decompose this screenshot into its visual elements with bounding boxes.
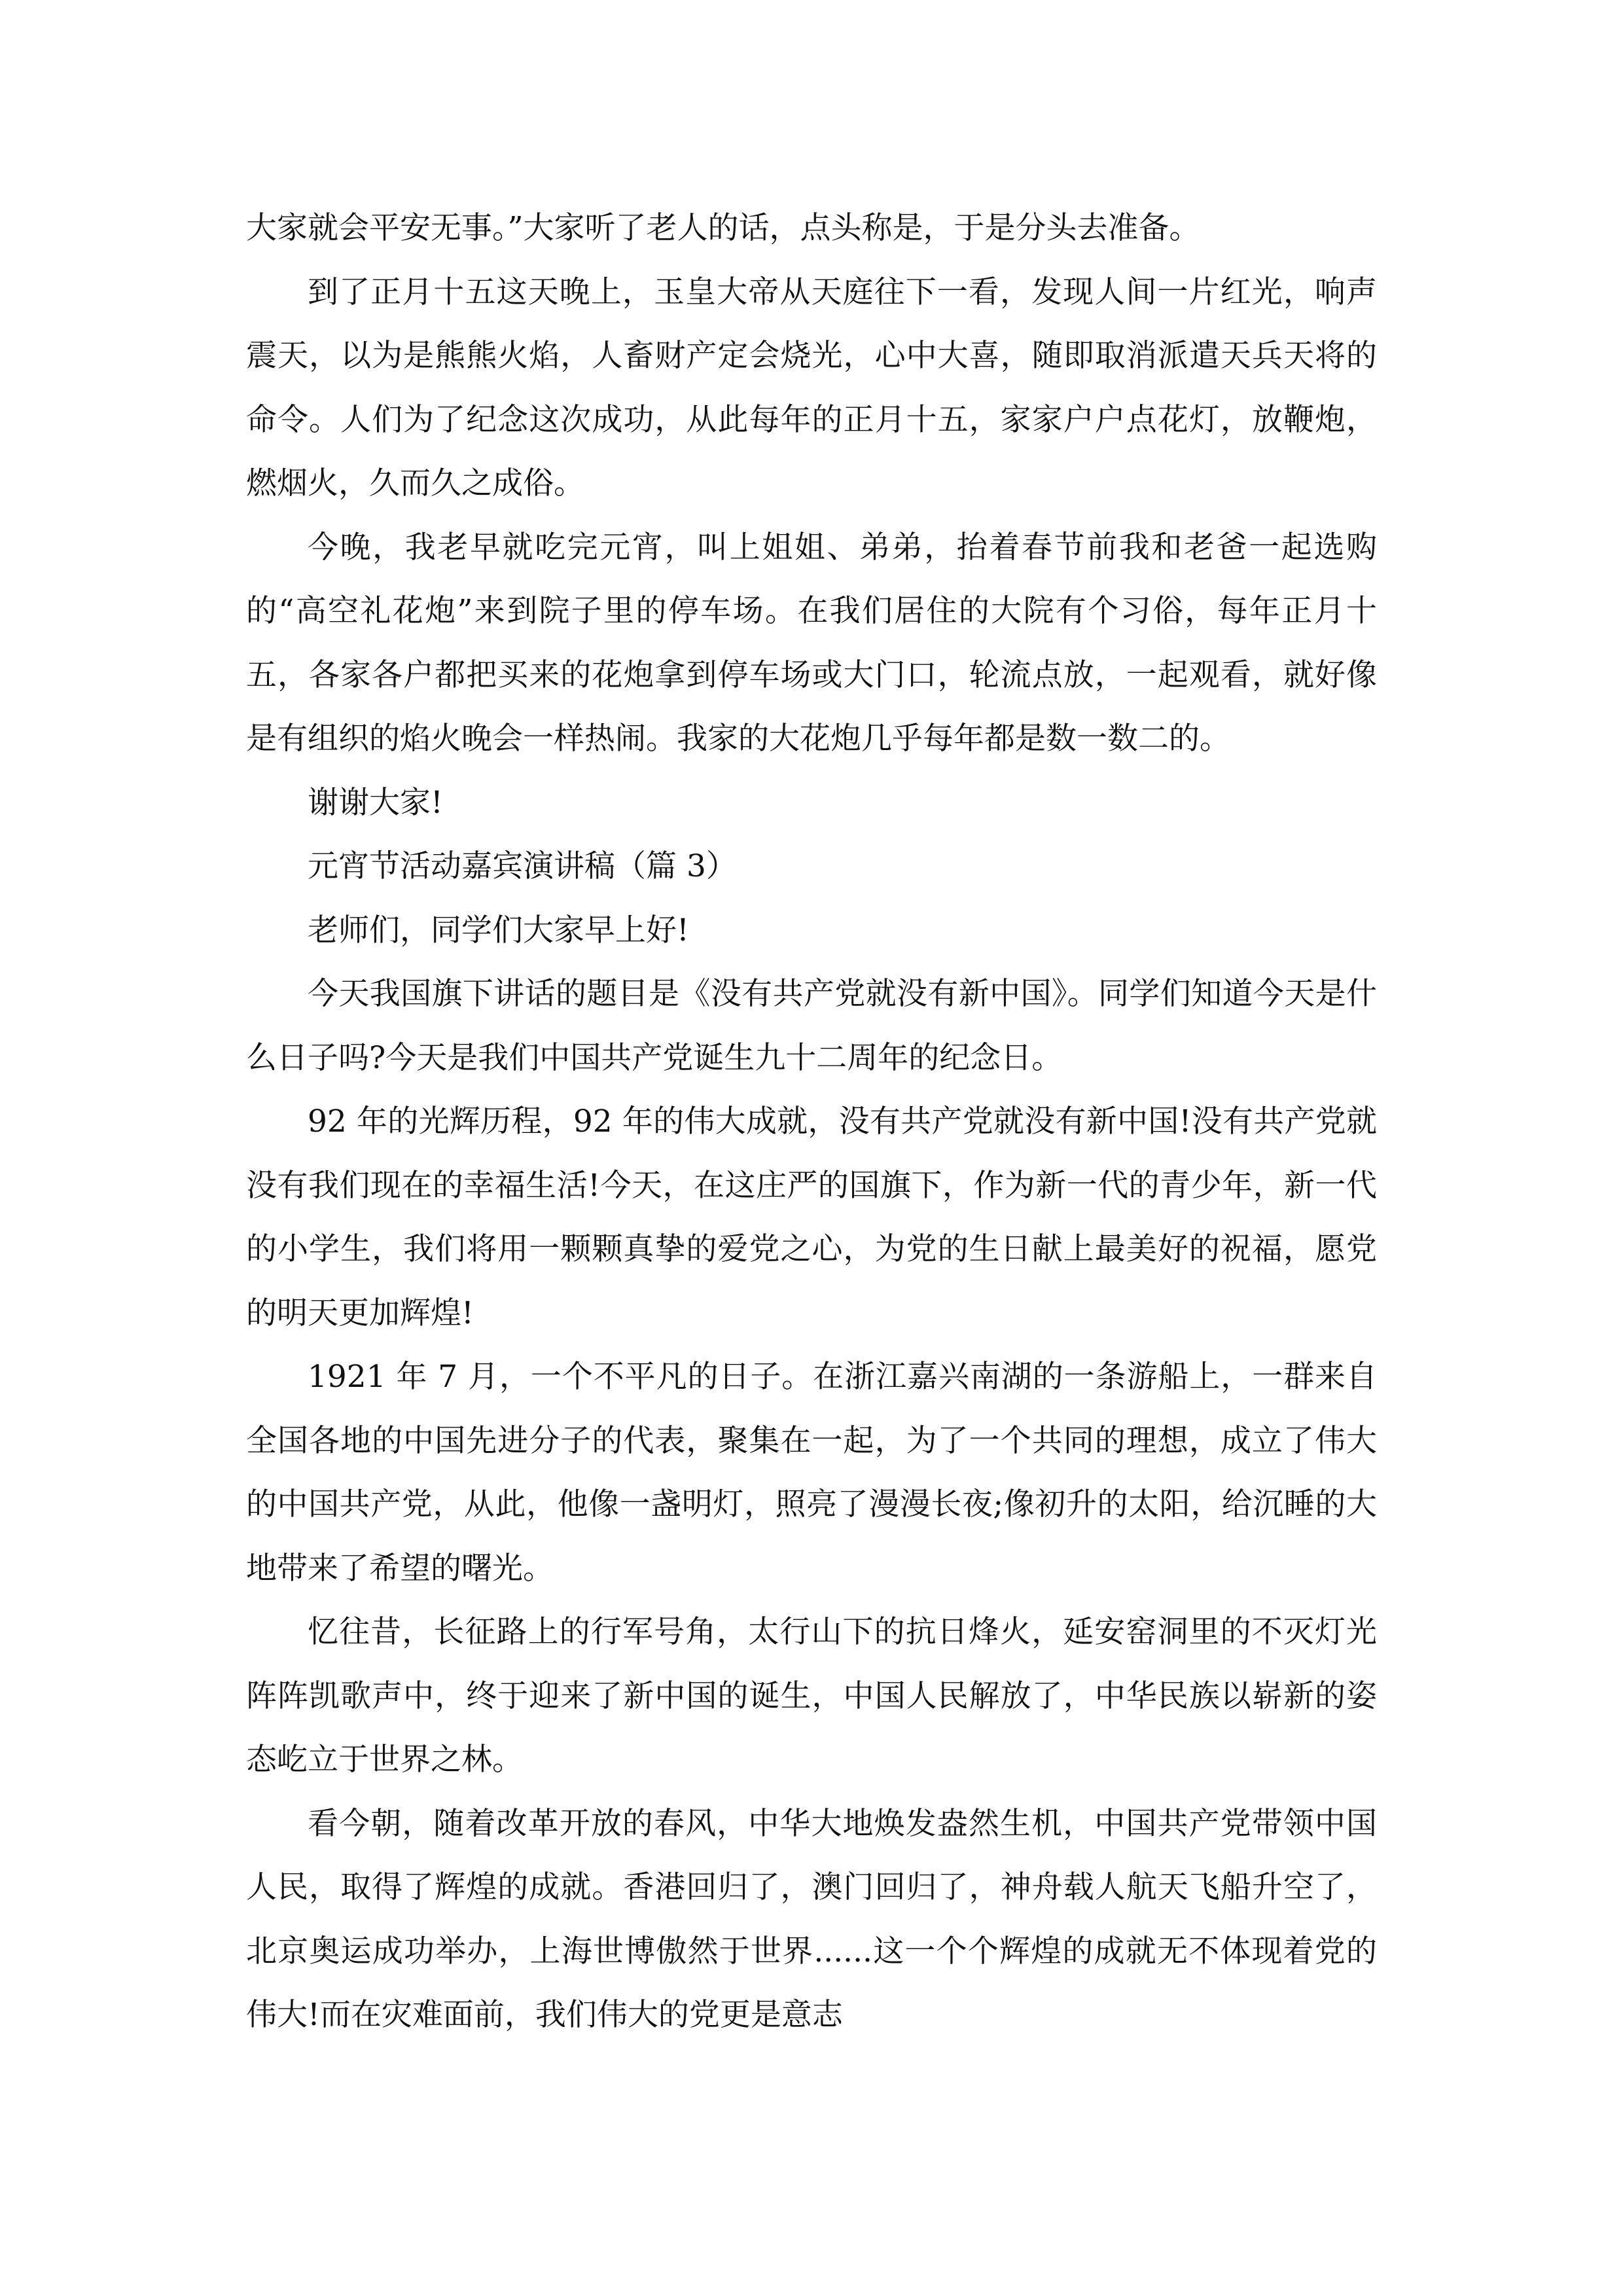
paragraph: 92 年的光辉历程，92 年的伟大成就，没有共产党就没有新中国!没有共产党就没有我们现在的幸福生活!今天，在这庄严的国旗下，作为新一代的青少年，新一代的小学生，我们将用一颗颗真挚的爱党之心，为党的生日献上最美好的祝福，愿党的明天更加辉煌!	[246, 1103, 1377, 1331]
paragraph: 大家就会平安无事。”大家听了老人的话，点头称是，于是分头去准备。	[246, 210, 1200, 246]
document-body	[246, 196, 1377, 2047]
paragraph: 看今朝，随着改革开放的春风，中华大地焕发盎然生机，中国共产党带领中国人民，取得了辉煌的成就。香港回归了，澳门回归了，神舟载人航天飞船升空了，北京奥运成功举办，上海世博傲然于世界......这一个个辉煌的成就无不体现着党的伟大!而在灾难面前，我们伟大的党更是意志	[246, 1805, 1377, 2033]
greeting-line: 老师们，同学们大家早上好!	[308, 912, 689, 948]
paragraph: 1921 年 7 月，一个不平凡的日子。在浙江嘉兴南湖的一条游船上，一群来自全国各地的中国先进分子的代表，聚集在一起，为了一个共同的理想，成立了伟大的中国共产党，从此，他像一盏明灯，照亮了漫漫长夜;像初升的太阳，给沉睡的大地带来了希望的曙光。	[246, 1359, 1377, 1587]
section-heading: 元宵节活动嘉宾演讲稿（篇 3）	[308, 848, 737, 884]
closing-line: 谢谢大家!	[308, 784, 443, 821]
paragraph: 忆往昔，长征路上的行军号角，太行山下的抗日烽火，延安窑洞里的不灭灯光 阵阵凯歌声中，终于迎来了新中国的诞生，中国人民解放了，中华民族以崭新的姿态屹立于世界之林。	[246, 1614, 1377, 1778]
paragraph: 今晚，我老早就吃完元宵，叫上姐姐、弟弟，抬着春节前我和老爸一起选购的“高空礼花炮”来到院子里的停车场。在我们居住的大院有个习俗，每年正月十五，各家各户都把买来的花炮拿到停车场或大门口，轮流点放，一起观看，就好像是有组织的焰火晚会一样热闹。我家的大花炮几乎每年都是数一数二的。	[246, 529, 1377, 757]
paragraph: 到了正月十五这天晚上，玉皇大帝从天庭往下一看，发现人间一片红光，响声震天，以为是熊熊火焰，人畜财产定会烧光，心中大喜，随即取消派遣天兵天将的命令。人们为了纪念这次成功，从此每年的正月十五，家家户户点花灯，放鞭炮，燃烟火，久而久之成俗。	[246, 274, 1377, 501]
paragraph: 今天我国旗下讲话的题目是《没有共产党就没有新中国》。同学们知道今天是什么日子吗?今天是我们中国共产党诞生九十二周年的纪念日。	[246, 976, 1377, 1076]
